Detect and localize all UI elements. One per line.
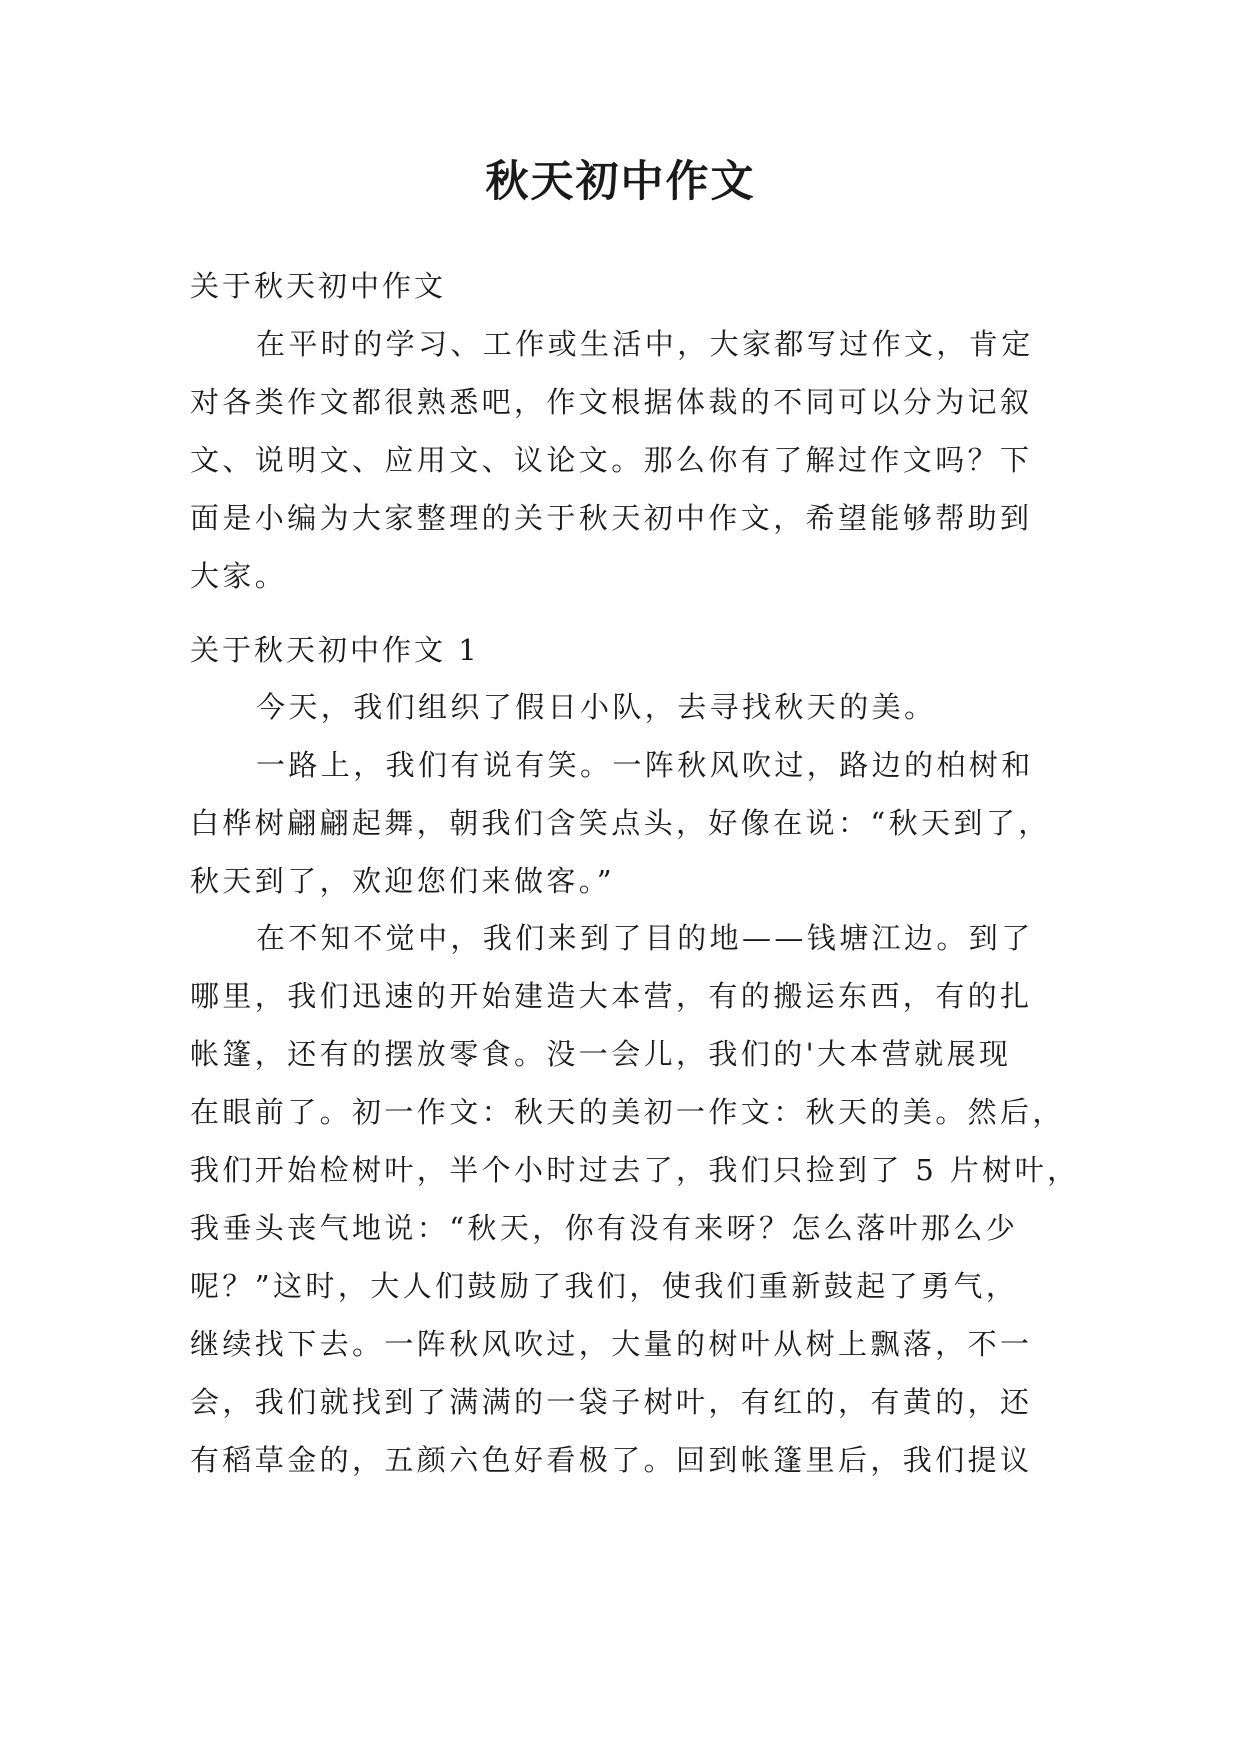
section-1-paragraph-3 — [190, 909, 1080, 1489]
paragraph-line: 会，我们就找到了满满的一袋子树叶，有红的，有黄的，还 — [190, 1385, 1033, 1419]
intro-heading: 关于秋天初中作文 — [190, 269, 447, 303]
paragraph-line: 今天，我们组织了假日小队，去寻找秋天的美。 — [256, 690, 937, 724]
paragraph-line: 有稻草金的，五颜六色好看极了。回到帐篷里后，我们提议 — [190, 1443, 1033, 1477]
intro-paragraph — [190, 315, 1070, 605]
paragraph-line: 我垂头丧气地说：“秋天，你有没有来呀？怎么落叶那么少 — [190, 1211, 1019, 1245]
section-1-paragraph-1 — [190, 678, 1070, 736]
document-title: 秋天初中作文 — [485, 157, 756, 207]
paragraph-line: 秋天到了，欢迎您们来做客。” — [190, 864, 615, 898]
paragraph-line: 文、说明文、应用文、议论文。那么你有了解过作文吗？下 — [190, 443, 1033, 477]
paragraph-line: 帐篷，还有的摆放零食。没一会儿，我们的'大本营就展现 — [190, 1037, 1012, 1071]
paragraph-line: 在不知不觉中，我们来到了目的地——钱塘江边。到了 — [256, 921, 1034, 955]
paragraph-line: 大家。 — [190, 559, 288, 593]
section-1-paragraph-2 — [190, 736, 1070, 910]
paragraph-line: 面是小编为大家整理的关于秋天初中作文，希望能够帮助到 — [190, 501, 1033, 535]
section-1-heading: 关于秋天初中作文 1 — [190, 633, 480, 667]
paragraph-line: 在眼前了。初一作文：秋天的美初一作文：秋天的美。然后， — [190, 1095, 1065, 1129]
paragraph-line: 一路上，我们有说有笑。一阵秋风吹过，路边的柏树和 — [256, 748, 1034, 782]
paragraph-line: 呢？”这时，大人们鼓励了我们，使我们重新鼓起了勇气， — [190, 1269, 1019, 1303]
paragraph-line: 哪里，我们迅速的开始建造大本营，有的搬运东西，有的扎 — [190, 979, 1033, 1013]
paragraph-line: 继续找下去。一阵秋风吹过，大量的树叶从树上飘落，不一 — [190, 1327, 1033, 1361]
paragraph-line: 我们开始检树叶，半个小时过去了，我们只捡到了 5 片树叶， — [190, 1153, 1080, 1187]
paragraph-line: 对各类作文都很熟悉吧，作文根据体裁的不同可以分为记叙 — [190, 385, 1033, 419]
paragraph-line: 白桦树翩翩起舞，朝我们含笑点头，好像在说：“秋天到了， — [190, 806, 1051, 840]
paragraph-line: 在平时的学习、工作或生活中，大家都写过作文，肯定 — [256, 327, 1034, 361]
